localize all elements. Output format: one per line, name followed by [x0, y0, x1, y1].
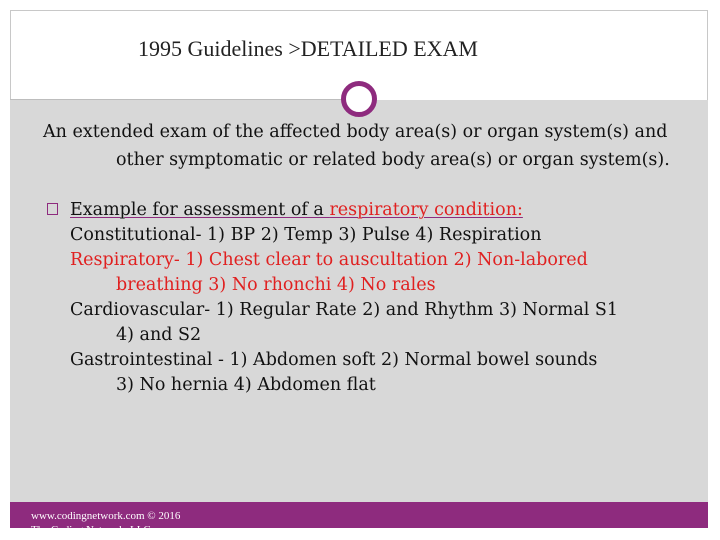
intro-line-1: An extended exam of the affected body area(s) or organ system(s) and	[43, 122, 668, 142]
cardiovascular-line-2: 4) and S2	[116, 325, 202, 346]
example-heading-prefix: Example for assessment of a	[70, 200, 330, 220]
circle-ornament-icon	[341, 81, 377, 117]
respiratory-line-1: Respiratory- 1) Chest clear to auscultation 2) Non-labored	[70, 250, 588, 271]
intro-line-2: other symptomatic or related body area(s) or organ system(s).	[116, 150, 670, 170]
example-bullet	[47, 198, 697, 398]
title-divider-right	[384, 99, 526, 100]
footer-copyright: www.codingnetwork.com © 2016	[31, 510, 181, 522]
footer-company: The Coding Network, LLC	[31, 524, 151, 536]
title-divider-left	[10, 99, 342, 100]
slide-title: 1995 Guidelines >DETAILED EXAM	[138, 36, 478, 61]
gastrointestinal-line-1: Gastrointestinal - 1) Abdomen soft 2) Normal bowel sounds	[70, 350, 598, 371]
footer-bar	[10, 502, 708, 536]
intro-paragraph	[43, 118, 683, 174]
gastrointestinal-line-2: 3) No hernia 4) Abdomen flat	[116, 375, 376, 396]
footer-text	[31, 509, 180, 537]
constitutional-line: Constitutional- 1) BP 2) Temp 3) Pulse 4) Respiration	[70, 225, 542, 246]
bullet-box-icon	[47, 203, 58, 215]
respiratory-line-2: breathing 3) No rhonchi 4) No rales	[116, 275, 436, 296]
cardiovascular-line-1: Cardiovascular- 1) Regular Rate 2) and Rhythm 3) Normal S1	[70, 300, 619, 321]
example-heading-highlight: respiratory condition:	[329, 200, 523, 220]
example-heading	[47, 198, 697, 223]
